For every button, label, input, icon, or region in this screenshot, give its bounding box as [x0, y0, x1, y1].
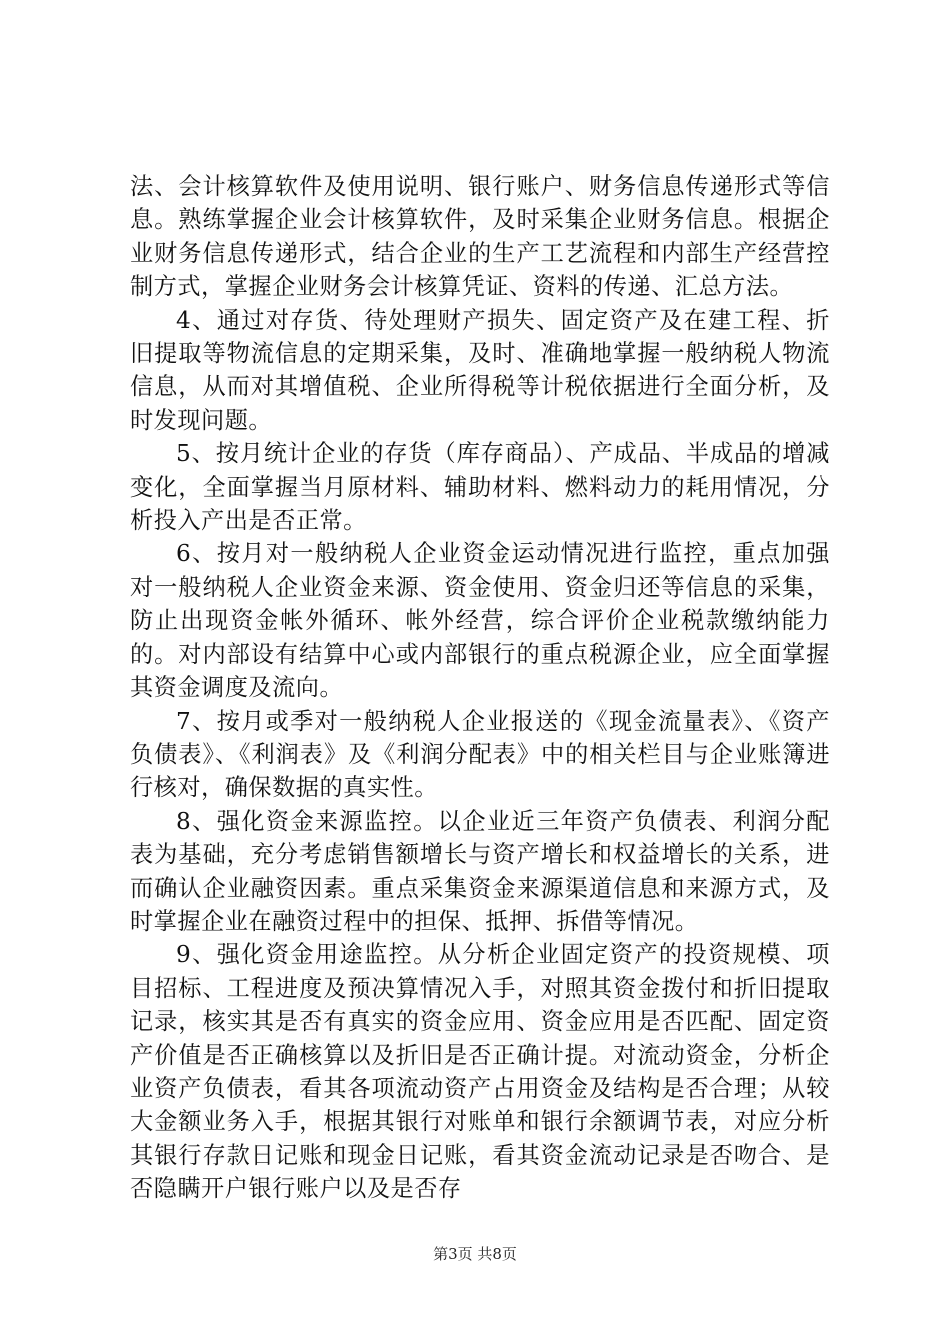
paragraph-continuation: 法、会计核算软件及使用说明、银行账户、财务信息传递形式等信息。熟练掌握企业会计核算软件，及时采集企业财务信息。根据企业财务信息传递形式，结合企业的生产工艺流程和内部生产经营控制方式，掌握企业财务会计核算凭证、资料的传递、汇总方法。 [130, 173, 830, 301]
document-body [130, 170, 830, 1206]
page-number-footer: 第3页 共8页 [433, 1245, 517, 1263]
paragraph-item-8: 8、强化资金来源监控。以企业近三年资产负债表、利润分配表为基础，充分考虑销售额增长与资产增长和权益增长的关系，进而确认企业融资因素。重点采集资金来源渠道信息和来源方式，及时掌握企业在融资过程中的担保、抵押、拆借等情况。 [130, 807, 830, 935]
paragraph-item-7: 7、按月或季对一般纳税人企业报送的《现金流量表》、《资产负债表》、《利润表》及《利润分配表》中的相关栏目与企业账簿进行核对，确保数据的真实性。 [130, 707, 830, 802]
paragraph-item-4: 4、通过对存货、待处理财产损失、固定资产及在建工程、折旧提取等物流信息的定期采集，及时、准确地掌握一般纳税人物流信息，从而对其增值税、企业所得税等计税依据进行全面分析，及时发现问题。 [130, 306, 830, 434]
paragraph-item-5: 5、按月统计企业的存货（库存商品）、产成品、半成品的增减变化，全面掌握当月原材料、辅助材料、燃料动力的耗用情况，分析投入产出是否正常。 [130, 440, 830, 535]
paragraph-item-6: 6、按月对一般纳税人企业资金运动情况进行监控，重点加强对一般纳税人企业资金来源、资金使用、资金归还等信息的采集，防止出现资金帐外循环、帐外经营，综合评价企业税款缴纳能力的。对内部设有结算中心或内部银行的重点税源企业，应全面掌握其资金调度及流向。 [130, 540, 830, 702]
paragraph-item-9: 9、强化资金用途监控。从分析企业固定资产的投资规模、项目招标、工程进度及预决算情况入手，对照其资金拨付和折旧提取记录，核实其是否有真实的资金应用、资金应用是否匹配、固定资产价值是否正确核算以及折旧是否正确计提。对流动资金，分析企业资产负债表，看其各项流动资产占用资金及结构是否合理；从较大金额业务入手，根据其银行对账单和银行余额调节表，对应分析其银行存款日记账和现金日记账，看其资金流动记录是否吻合、是否隐瞒开户银行账户以及是否存 [130, 941, 830, 1203]
